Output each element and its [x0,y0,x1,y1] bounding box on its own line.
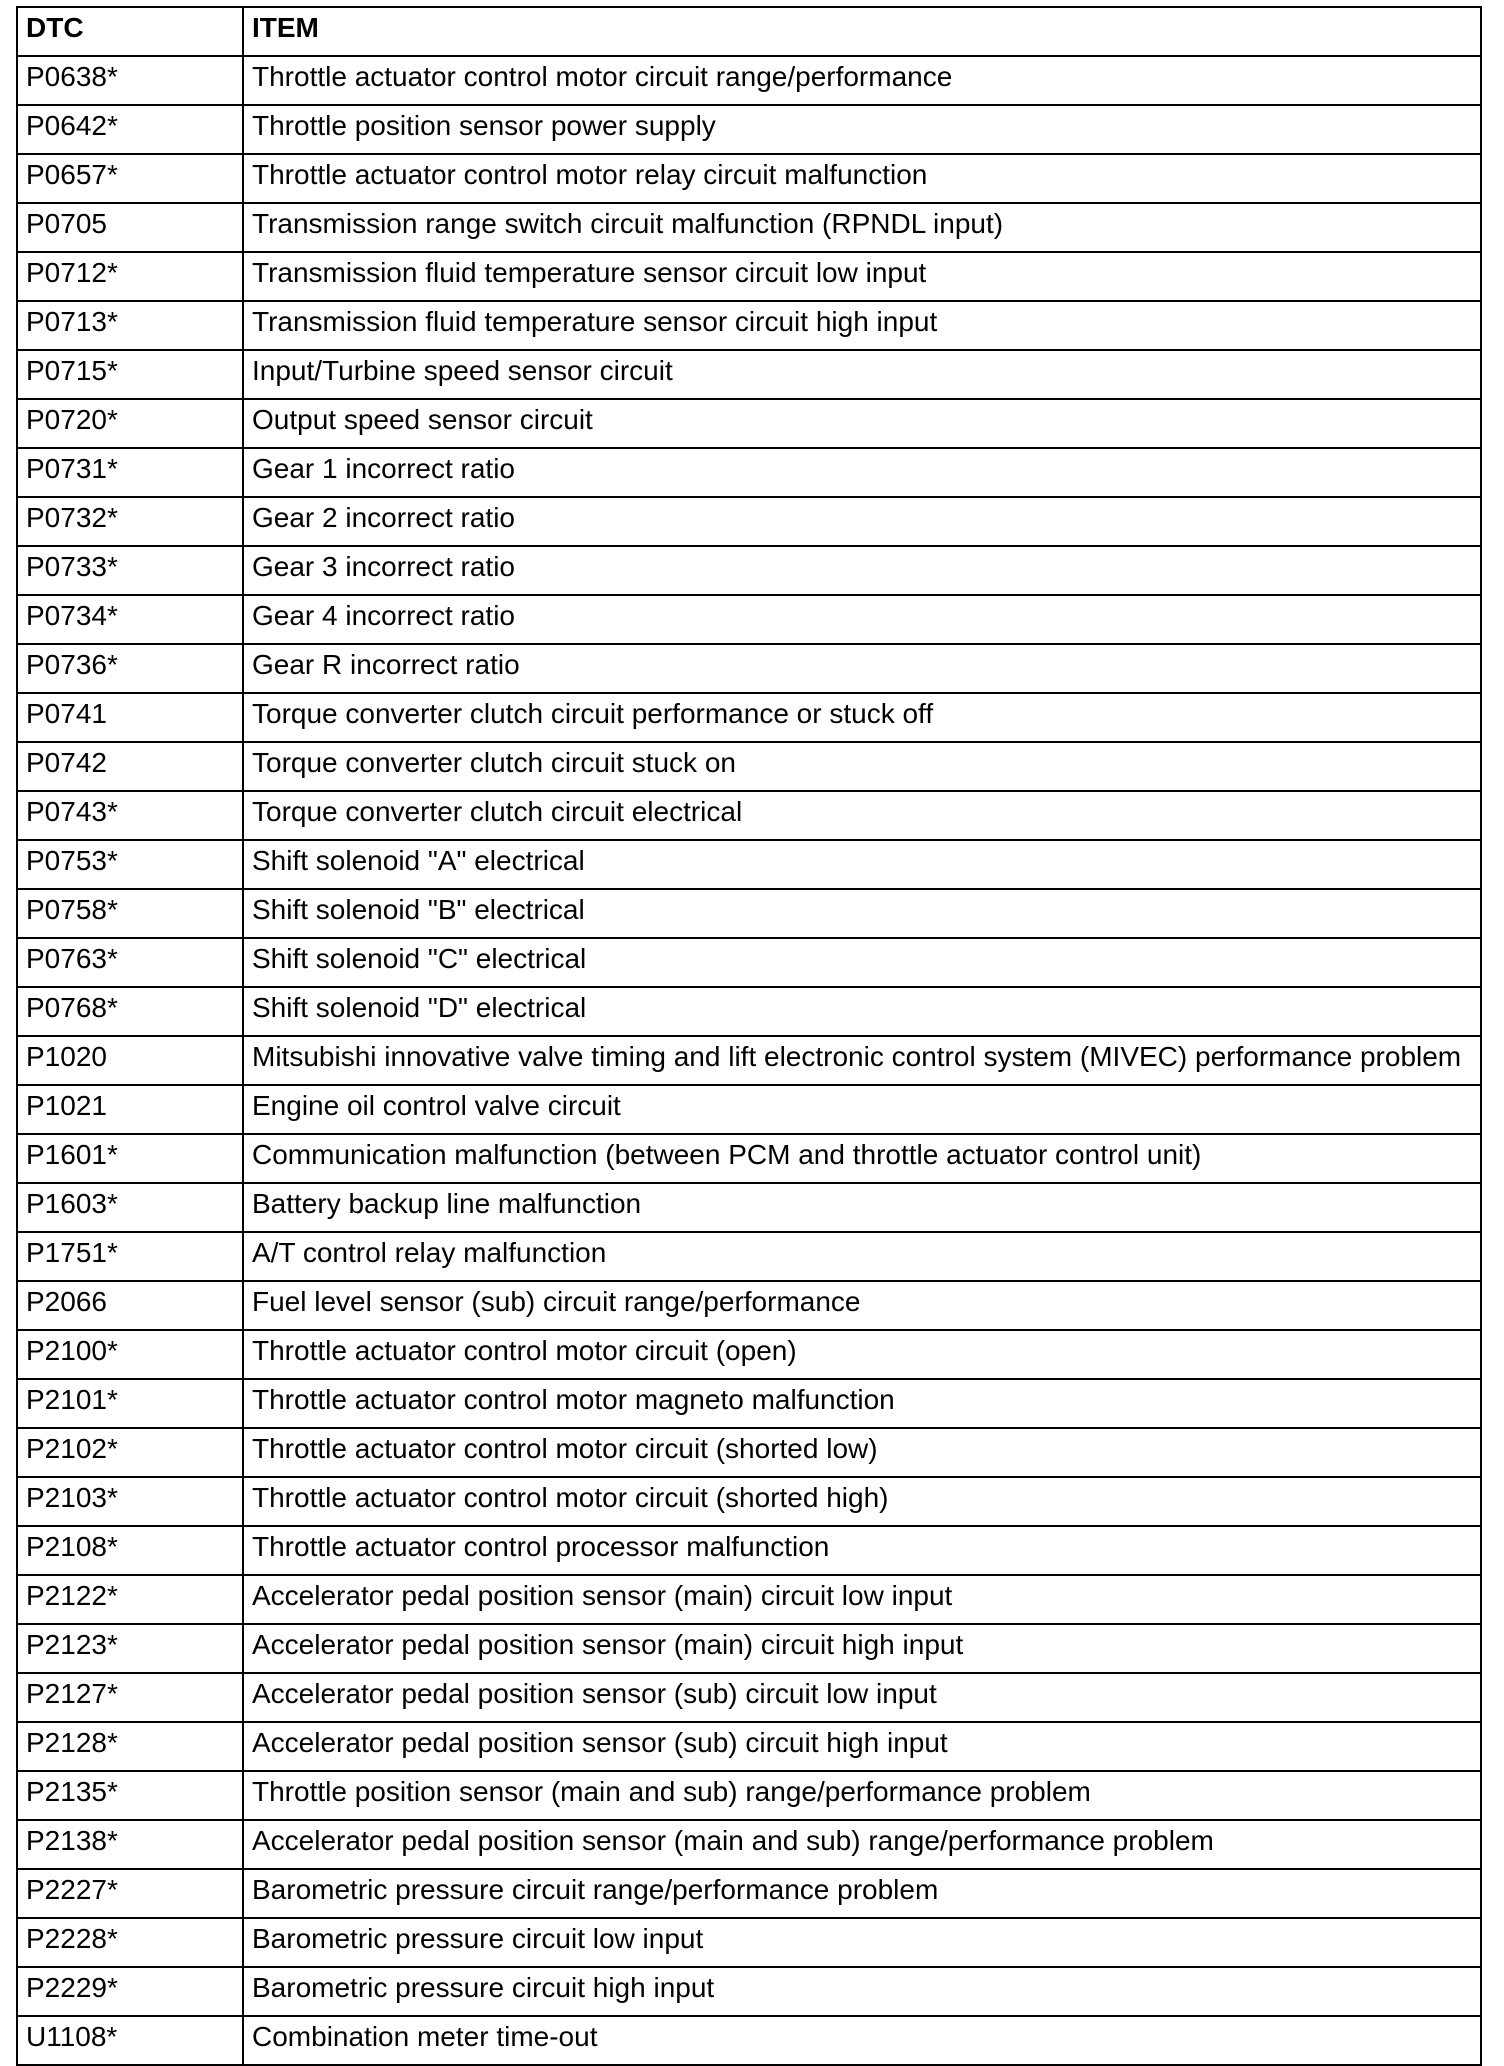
table-body [17,56,1481,2065]
dtc-code-cell: P2138* [17,1820,243,1869]
dtc-item-cell: Shift solenoid "A" electrical [243,840,1481,889]
table-row [17,1036,1481,1085]
dtc-item-cell: Transmission fluid temperature sensor circuit low input [243,252,1481,301]
dtc-code-cell: P1021 [17,1085,243,1134]
dtc-code-cell: P0732* [17,497,243,546]
table-row [17,938,1481,987]
table-row [17,1330,1481,1379]
dtc-item-cell: Shift solenoid "D" electrical [243,987,1481,1036]
dtc-item-cell: Transmission range switch circuit malfunction (RPNDL input) [243,203,1481,252]
dtc-item-cell: Gear 2 incorrect ratio [243,497,1481,546]
table-row [17,1477,1481,1526]
dtc-code-cell: P2103* [17,1477,243,1526]
dtc-column-header: DTC [17,7,243,56]
dtc-code-cell: P0763* [17,938,243,987]
dtc-item-cell: Gear 4 incorrect ratio [243,595,1481,644]
dtc-item-cell: Torque converter clutch circuit stuck on [243,742,1481,791]
table-row [17,889,1481,938]
table-row [17,1183,1481,1232]
dtc-code-cell: P0742 [17,742,243,791]
table-row [17,154,1481,203]
dtc-item-cell: Input/Turbine speed sensor circuit [243,350,1481,399]
dtc-code-cell: P2128* [17,1722,243,1771]
table-row [17,2016,1481,2065]
table-row [17,1428,1481,1477]
table-row [17,1771,1481,1820]
dtc-code-cell: P0713* [17,301,243,350]
dtc-item-cell: Barometric pressure circuit low input [243,1918,1481,1967]
dtc-item-cell: Throttle actuator control processor malfunction [243,1526,1481,1575]
table-row [17,105,1481,154]
table-row [17,497,1481,546]
dtc-item-cell: Accelerator pedal position sensor (main) circuit low input [243,1575,1481,1624]
dtc-code-cell: P0768* [17,987,243,1036]
dtc-item-cell: Throttle actuator control motor relay circuit malfunction [243,154,1481,203]
dtc-code-cell: P1601* [17,1134,243,1183]
table-row [17,595,1481,644]
dtc-code-cell: P2127* [17,1673,243,1722]
dtc-code-cell: P0720* [17,399,243,448]
table-row [17,203,1481,252]
dtc-item-cell: Gear 1 incorrect ratio [243,448,1481,497]
dtc-item-cell: Throttle position sensor power supply [243,105,1481,154]
table-row [17,350,1481,399]
dtc-code-cell: P2066 [17,1281,243,1330]
dtc-code-cell: U1108* [17,2016,243,2065]
table-row [17,693,1481,742]
dtc-item-cell: Accelerator pedal position sensor (main) circuit high input [243,1624,1481,1673]
dtc-code-cell: P0733* [17,546,243,595]
dtc-code-cell: P1751* [17,1232,243,1281]
dtc-code-cell: P2100* [17,1330,243,1379]
dtc-item-cell: Shift solenoid "B" electrical [243,889,1481,938]
dtc-code-cell: P0638* [17,56,243,105]
dtc-code-cell: P2108* [17,1526,243,1575]
table-row [17,1379,1481,1428]
dtc-item-cell: Barometric pressure circuit range/performance problem [243,1869,1481,1918]
dtc-item-cell: Combination meter time-out [243,2016,1481,2065]
dtc-item-cell: Gear R incorrect ratio [243,644,1481,693]
table-row [17,1918,1481,1967]
dtc-item-cell: Accelerator pedal position sensor (sub) circuit high input [243,1722,1481,1771]
dtc-code-cell: P0741 [17,693,243,742]
dtc-code-cell: P0734* [17,595,243,644]
dtc-item-cell: Fuel level sensor (sub) circuit range/performance [243,1281,1481,1330]
table-row [17,1673,1481,1722]
dtc-item-cell: A/T control relay malfunction [243,1232,1481,1281]
dtc-item-cell: Barometric pressure circuit high input [243,1967,1481,2016]
dtc-code-cell: P0657* [17,154,243,203]
dtc-item-cell: Accelerator pedal position sensor (main and sub) range/performance problem [243,1820,1481,1869]
table-row [17,742,1481,791]
table-row [17,1575,1481,1624]
table-row [17,1820,1481,1869]
dtc-item-cell: Torque converter clutch circuit electrical [243,791,1481,840]
dtc-item-cell: Communication malfunction (between PCM and throttle actuator control unit) [243,1134,1481,1183]
dtc-code-cell: P0715* [17,350,243,399]
table-row [17,1134,1481,1183]
dtc-item-cell: Accelerator pedal position sensor (sub) circuit low input [243,1673,1481,1722]
dtc-code-cell: P0753* [17,840,243,889]
table-row [17,1624,1481,1673]
table-row [17,301,1481,350]
dtc-item-cell: Torque converter clutch circuit performance or stuck off [243,693,1481,742]
dtc-item-cell: Mitsubishi innovative valve timing and lift electronic control system (MIVEC) performance problem [243,1036,1481,1085]
table-row [17,1869,1481,1918]
dtc-code-cell: P0743* [17,791,243,840]
dtc-code-cell: P1603* [17,1183,243,1232]
dtc-item-cell: Throttle actuator control motor circuit (shorted low) [243,1428,1481,1477]
table-row [17,546,1481,595]
dtc-item-cell: Throttle actuator control motor circuit range/performance [243,56,1481,105]
table-row [17,1085,1481,1134]
dtc-item-cell: Throttle actuator control motor circuit (open) [243,1330,1481,1379]
table-row [17,399,1481,448]
table-row [17,56,1481,105]
dtc-item-cell: Throttle actuator control motor magneto malfunction [243,1379,1481,1428]
dtc-code-cell: P0642* [17,105,243,154]
dtc-code-cell: P2228* [17,1918,243,1967]
dtc-item-cell: Transmission fluid temperature sensor circuit high input [243,301,1481,350]
table-row [17,448,1481,497]
dtc-code-cell: P2135* [17,1771,243,1820]
dtc-code-cell: P2102* [17,1428,243,1477]
dtc-item-cell: Engine oil control valve circuit [243,1085,1481,1134]
dtc-item-cell: Shift solenoid "C" electrical [243,938,1481,987]
dtc-code-cell: P0731* [17,448,243,497]
dtc-code-cell: P2101* [17,1379,243,1428]
dtc-item-cell: Throttle actuator control motor circuit (shorted high) [243,1477,1481,1526]
dtc-code-cell: P2229* [17,1967,243,2016]
table-header-row [17,7,1481,56]
dtc-item-cell: Output speed sensor circuit [243,399,1481,448]
table-row [17,1722,1481,1771]
table-row [17,644,1481,693]
table-row [17,1232,1481,1281]
dtc-table [16,6,1482,2066]
dtc-code-cell: P2227* [17,1869,243,1918]
table-row [17,252,1481,301]
dtc-code-cell: P1020 [17,1036,243,1085]
dtc-item-cell: Throttle position sensor (main and sub) range/performance problem [243,1771,1481,1820]
dtc-code-cell: P0736* [17,644,243,693]
dtc-code-cell: P0758* [17,889,243,938]
dtc-code-cell: P0705 [17,203,243,252]
dtc-code-cell: P2122* [17,1575,243,1624]
dtc-item-cell: Battery backup line malfunction [243,1183,1481,1232]
item-column-header: ITEM [243,7,1481,56]
table-row [17,987,1481,1036]
dtc-code-cell: P2123* [17,1624,243,1673]
dtc-code-cell: P0712* [17,252,243,301]
table-row [17,791,1481,840]
table-row [17,1967,1481,2016]
table-row [17,1526,1481,1575]
table-row [17,1281,1481,1330]
table-row [17,840,1481,889]
dtc-item-cell: Gear 3 incorrect ratio [243,546,1481,595]
